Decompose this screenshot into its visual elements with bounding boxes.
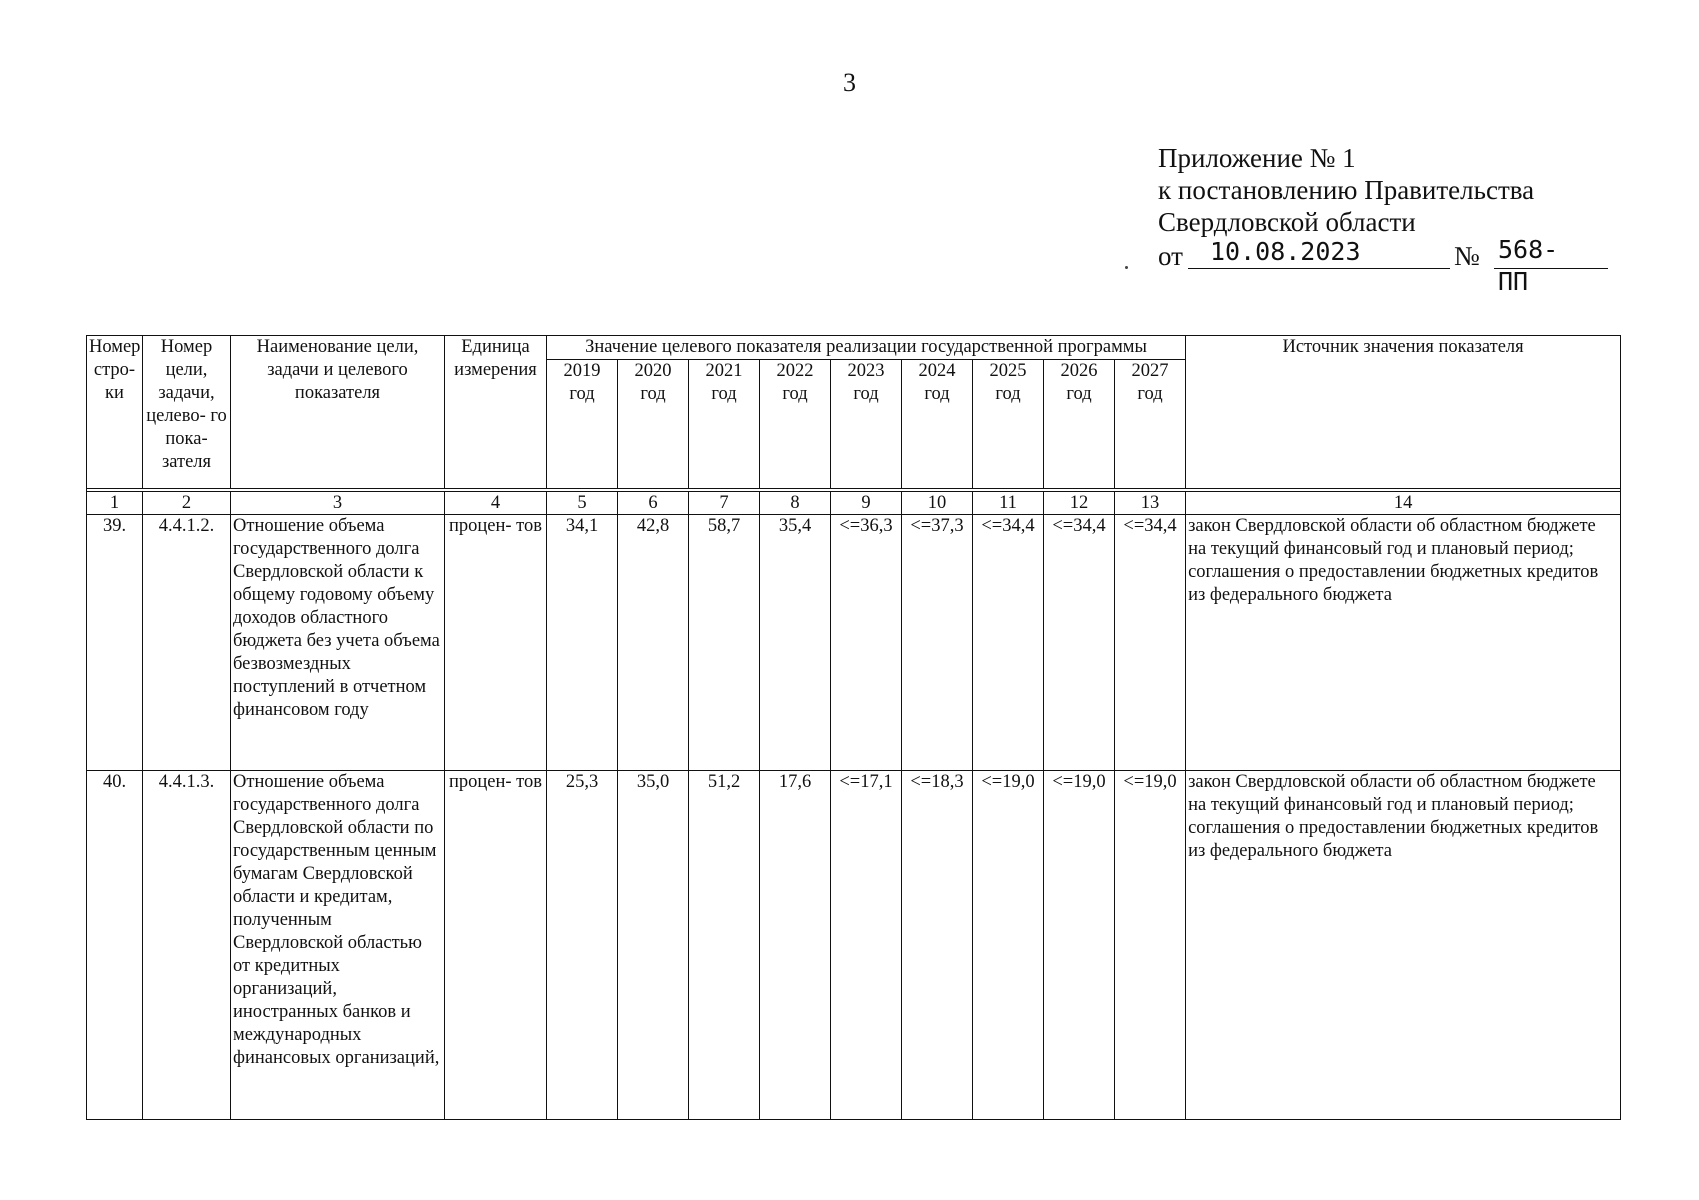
header-year: 2022 год: [760, 360, 831, 489]
column-number: 1: [87, 492, 143, 515]
appendix-block: [1158, 142, 1559, 296]
column-number: 9: [831, 492, 902, 515]
header-year: 2024 год: [902, 360, 973, 489]
indicator-code: 4.4.1.3.: [143, 771, 231, 1120]
value-cell: <=36,3: [831, 515, 902, 771]
column-number: 2: [143, 492, 231, 515]
column-number-row: [87, 492, 1621, 515]
row-number: 39.: [87, 515, 143, 771]
unit: процен- тов: [445, 771, 547, 1120]
header-year: 2025 год: [973, 360, 1044, 489]
value-cell: <=17,1: [831, 771, 902, 1120]
number-prefix: №: [1454, 241, 1480, 271]
appendix-date-line: [1158, 235, 1559, 296]
value-cell: 35,0: [618, 771, 689, 1120]
value-cell: <=37,3: [902, 515, 973, 771]
indicator-name: Отношение объема государственного долга Свердловской области по государственным ценным бумагам Свердловской области и кредитам, полученным Свердловской областью от кредитных организаций, иностранных банков и международных финансовых организаций,: [231, 771, 445, 1120]
unit: процен- тов: [445, 515, 547, 771]
column-number: 7: [689, 492, 760, 515]
column-number: 14: [1186, 492, 1621, 515]
table-row: [87, 771, 1621, 1120]
header-year: 2019 год: [547, 360, 618, 489]
value-cell: <=19,0: [973, 771, 1044, 1120]
value-cell: 42,8: [618, 515, 689, 771]
page-number: 3: [843, 68, 856, 97]
appendix-title: Приложение № 1: [1158, 143, 1356, 173]
value-cell: 34,1: [547, 515, 618, 771]
header-row-number: Номер стро- ки: [87, 336, 143, 489]
column-number: 11: [973, 492, 1044, 515]
date-prefix: от: [1158, 241, 1183, 271]
header-year: 2021 год: [689, 360, 760, 489]
column-number: 3: [231, 492, 445, 515]
scan-speck: [1125, 266, 1128, 269]
header-source: Источник значения показателя: [1186, 336, 1621, 489]
value-cell: <=34,4: [1044, 515, 1115, 771]
header-year: 2023 год: [831, 360, 902, 489]
column-number: 4: [445, 492, 547, 515]
value-cell: 35,4: [760, 515, 831, 771]
value-cell: 58,7: [689, 515, 760, 771]
indicators-table: [86, 335, 1621, 1120]
indicator-name: Отношение объема государственного долга Свердловской области к общему годовому объему доходов областного бюджета без учета объема безвозмездных поступлений в отчетном финансовом году: [231, 515, 445, 771]
header-year: 2026 год: [1044, 360, 1115, 489]
decree-number: 568-ПП: [1498, 235, 1559, 296]
header-goal-number: Номер цели, задачи, целево- го пока- зателя: [143, 336, 231, 489]
column-number: 13: [1115, 492, 1186, 515]
indicator-source: закон Свердловской области об областном бюджете на текущий финансовый год и плановый период; соглашения о предоставлении бюджетных кредитов из федерального бюджета: [1186, 515, 1621, 771]
header-unit: Единица измерения: [445, 336, 547, 489]
value-cell: <=34,4: [973, 515, 1044, 771]
header-name: Наименование цели, задачи и целевого показателя: [231, 336, 445, 489]
row-number: 40.: [87, 771, 143, 1120]
value-cell: <=19,0: [1044, 771, 1115, 1120]
value-cell: 51,2: [689, 771, 760, 1120]
column-number: 10: [902, 492, 973, 515]
column-number: 12: [1044, 492, 1115, 515]
appendix-subtitle: к постановлению Правительства: [1158, 175, 1535, 205]
date-underline: [1188, 268, 1450, 269]
appendix-region: Свердловской области: [1158, 207, 1416, 237]
table-row: [87, 515, 1621, 771]
column-number: 5: [547, 492, 618, 515]
column-number: 8: [760, 492, 831, 515]
value-cell: 17,6: [760, 771, 831, 1120]
decree-date: 10.08.2023: [1210, 237, 1361, 266]
value-cell: <=34,4: [1115, 515, 1186, 771]
column-number: 6: [618, 492, 689, 515]
value-cell: 25,3: [547, 771, 618, 1120]
indicator-code: 4.4.1.2.: [143, 515, 231, 771]
header-year: 2020 год: [618, 360, 689, 489]
indicator-source: закон Свердловской области об областном бюджете на текущий финансовый год и плановый период; соглашения о предоставлении бюджетных кредитов из федерального бюджета: [1186, 771, 1621, 1120]
value-cell: <=19,0: [1115, 771, 1186, 1120]
header-values-group: Значение целевого показателя реализации государственной программы: [547, 336, 1186, 360]
header-year: 2027 год: [1115, 360, 1186, 489]
value-cell: <=18,3: [902, 771, 973, 1120]
